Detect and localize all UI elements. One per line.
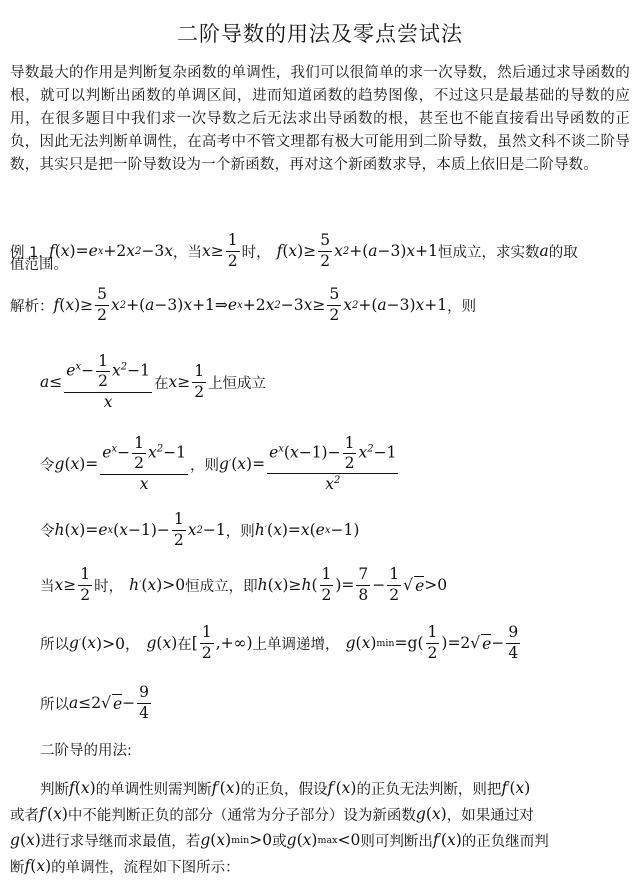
solution-line-7: 所以 a ≤2√ e − $\frac{9}{4}$ xyxy=(40,683,150,722)
usage-line-1: 判断 f ( x ) 的单调性则需判断 f ′ ( x ) 的正负，假设 f ′ ( x ) 的正负无法判断，则把 f ′ ( x ) xyxy=(40,779,531,798)
usage-line-2: 或者 f ′ ( x ) 中不能判断正负的部分（通常为分子部分）设为新函数 g ( x ) ，如果通过对 xyxy=(10,805,534,824)
page-title: 二阶导数的用法及零点尝试法 xyxy=(177,22,463,46)
example-line-2: 值范围。 xyxy=(10,256,68,273)
usage-line-3: g ( x ) 进行求导继而求最值，若 g ( x ) min >0 或 g ( x ) max <0 则可判断出 f ′ ( x ) 的正负继而判 xyxy=(10,831,549,850)
solution-line-3: 令 g ( x )= $e^x-$ $\frac{1}{2}$ $x^2-1$ x ，则 g ′ ( x )= $e^x(x-1)-$ $\frac{1}{2}$ $x^2-1$ $x^2$ xyxy=(40,433,397,494)
text-when: ，当 xyxy=(172,244,202,261)
solution-line-4: 令 h ( x )= e x ( x −1)− $\frac{1}{2}$ x 2 −1 ，则 h ′ ( x )= x ( e x −1) xyxy=(40,510,360,549)
example-line-1: 例 1. f ( x )= e x +2 x 2 −3 x ，当 x ≥ $\frac{1}{2}$ 时， f ( x )≥ $\frac{5}{2}$ x 2 +( a −3) x +1 恒成立，求实数 a 的取 xyxy=(10,231,578,270)
text-hold: 恒成立，求实数 xyxy=(438,244,540,261)
solution-line-1: 解析： f ( x )≥ $\frac{5}{2}$ x 2 +( a −3) x +1⇒ e x +2 x 2 −3 x ≥ $\frac{5}{2}$ x 2 +( a −3) x +1 ，则 xyxy=(10,285,477,324)
solution-line-2: a ≤ $e^x-$ $\frac{1}{2}$ $x^2-1$ x 在 x ≥ $\frac{1}{2}$ 上恒成立 xyxy=(40,352,267,411)
example-label: 例 1. xyxy=(10,244,43,261)
second-derivative-heading: 二阶导的用法: xyxy=(40,742,132,759)
formula-fx-definition: f xyxy=(48,242,55,260)
solution-line-6: 所以 g ′ ( x )>0， g ( x ) 在 [ $\frac{1}{2}$ ,+∞) 上单调递增， g ( x ) min =g( $\frac{1}{2}$ )=2√ e − $\frac{9}{4}$ xyxy=(40,623,519,662)
usage-line-4: 断 f ( x ) 的单调性，流程如下图所示： xyxy=(10,857,240,876)
text-time: 时， xyxy=(241,244,271,261)
solution-line-5: 当 x ≥ $\frac{1}{2}$ 时， h ′ ( x )>0 恒成立，即 h ( x )≥ h ( $\frac{1}{2}$ )= $\frac{7}{8}$ − $\frac{1}{2}$ √ e >0 xyxy=(40,565,448,604)
solution-label: 解析： xyxy=(10,298,54,315)
intro-paragraph: 导数最大的作用是判断复杂函数的单调性，我们可以很简单的求一次导数，然后通过求导函数的根，就可以判断出函数的单调区间，进而知道函数的趋势图像，不过这只是最基础的导数的应用，在很多题目中我们求一次导数之后无法求出导函数的根，甚至也不能直接看出导函数的正负，因此无法判断单调性，在高考中不管文理都有极大可能用到二阶导数，虽然文科不谈二阶导数，其实只是把一阶导数设为一个新函数，再对这个新函数求导，本质上依旧是二阶导数。 xyxy=(10,65,630,173)
